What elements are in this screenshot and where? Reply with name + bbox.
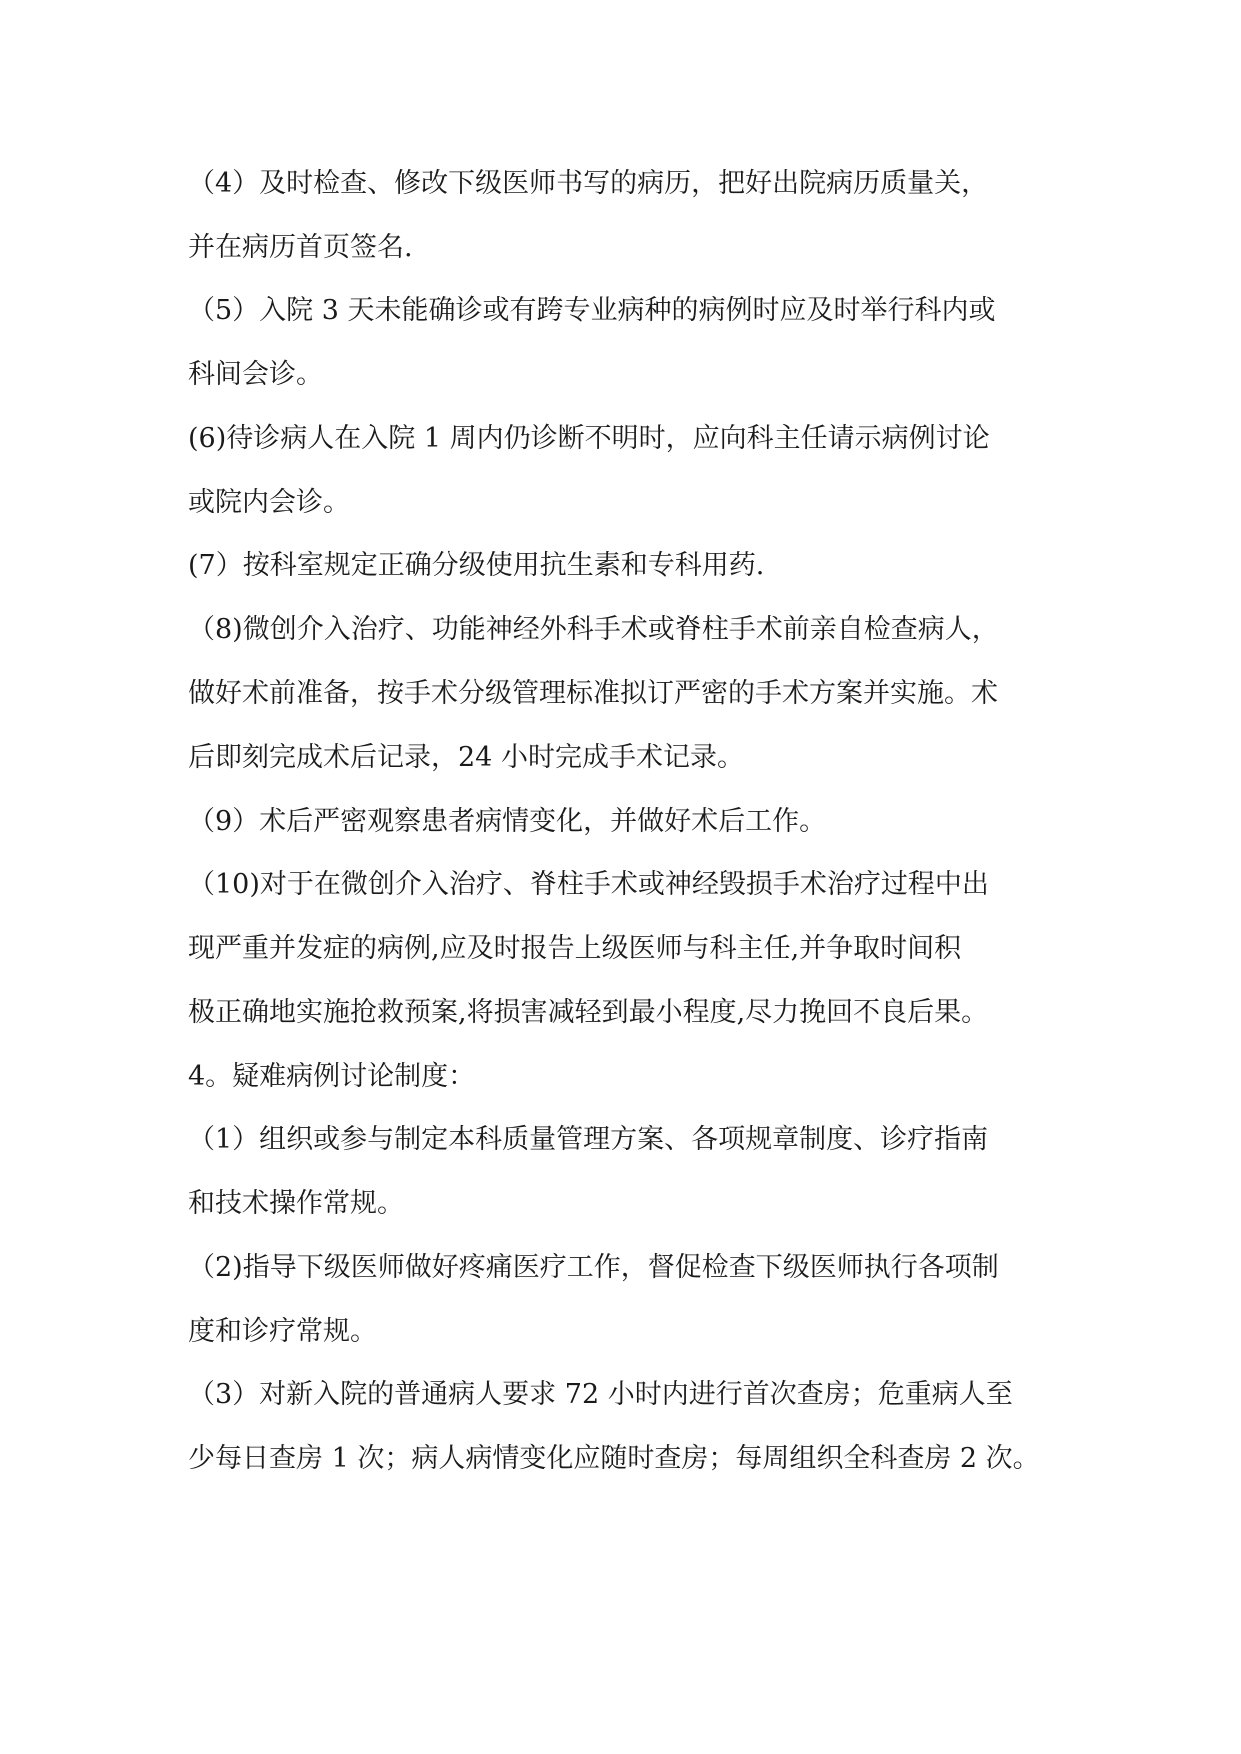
text-line: (7）按科室规定正确分级使用抗生素和专科用药. [188, 550, 765, 581]
text-line: 做好术前准备，按手术分级管理标准拟订严密的手术方案并实施。术 [188, 678, 998, 709]
text-line: （3）对新入院的普通病人要求 72 小时内进行首次查房；危重病人至 [188, 1379, 1013, 1410]
text-line: （4）及时检查、修改下级医师书写的病历，把好出院病历质量关， [188, 168, 989, 199]
text-line: 后即刻完成术后记录，24 小时完成手术记录。 [188, 742, 744, 773]
text-line: 或院内会诊。 [188, 487, 350, 518]
text-line: （9）术后严密观察患者病情变化，并做好术后工作。 [188, 806, 827, 837]
text-line: （10)对于在微创介入治疗、脊柱手术或神经毁损手术治疗过程中出 [188, 869, 989, 900]
text-line: 科间会诊。 [188, 359, 323, 390]
text-line: 和技术操作常规。 [188, 1188, 404, 1219]
text-line: (6)待诊病人在入院 1 周内仍诊断不明时，应向科主任请示病例讨论 [188, 423, 990, 454]
text-line: 度和诊疗常规。 [188, 1316, 377, 1347]
text-line: （5）入院 3 天未能确诊或有跨专业病种的病例时应及时举行科内或 [188, 295, 996, 326]
text-line: 少每日查房 1 次；病人病情变化应随时查房；每周组织全科查房 2 次。 [188, 1443, 1040, 1474]
text-line: 并在病历首页签名. [188, 232, 413, 263]
section-heading: 4。疑难病例讨论制度： [188, 1061, 476, 1092]
text-line: （2)指导下级医师做好疼痛医疗工作，督促检查下级医师执行各项制 [188, 1252, 999, 1283]
text-line: （8)微创介入治疗、功能神经外科手术或脊柱手术前亲自检查病人， [188, 614, 999, 645]
text-line: （1）组织或参与制定本科质量管理方案、各项规章制度、诊疗指南 [188, 1124, 989, 1155]
text-line: 极正确地实施抢救预案,将损害减轻到最小程度,尽力挽回不良后果。 [188, 997, 989, 1028]
text-line: 现严重并发症的病例,应及时报告上级医师与科主任,并争取时间积 [188, 933, 962, 964]
